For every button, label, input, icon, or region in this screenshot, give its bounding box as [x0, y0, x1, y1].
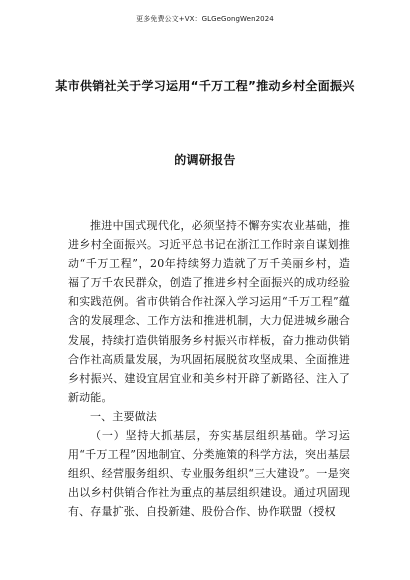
body-paragraph-grassroots: （一）坚持大抓基层，夯实基层组织基础。学习运用“千万工程”因地制宜、分类施策的科学方法，突出基层组织、经营服务组织、专业服务组织“三大建设”。一是突出以乡村供销合作社为重点的基层组织建设。通过巩固现有、存量扩张、自投新建、股份合作、协作联盟（授权 — [68, 429, 350, 519]
section-heading-main-practices: 一、主要做法 — [90, 409, 157, 423]
document-body — [68, 216, 350, 522]
document-title-line-1: 某市供销社关于学习运用“千万工程”推动乡村全面振兴 — [55, 79, 355, 93]
body-paragraph-intro: 推进中国式现代化，必须坚持不懈夯实农业基础，推进乡村全面振兴。习近平总书记在浙江工作时亲自谋划推动“千万工程”，20年持续努力造就了万千美丽乡村，造福了万千农民群众，创造了推进乡村全面振兴的成功经验和实践范例。省市供销合作社深入学习运用“千万工程”蕴含的发展理念、工作方法和推进机制，大力促进城乡融合发展，持续打造供销服务乡村振兴市样板，奋力推动供销合作社高质量发展，为巩固拓展脱贫攻坚成果、全面推进乡村振兴、建设宜居宜业和美乡村开辟了新路径、注入了新动能。 — [68, 219, 350, 404]
header-note: 更多免费公文+VX：GLGeGongWen2024 — [136, 15, 274, 23]
document-title-line-2: 的调研报告 — [174, 153, 236, 167]
